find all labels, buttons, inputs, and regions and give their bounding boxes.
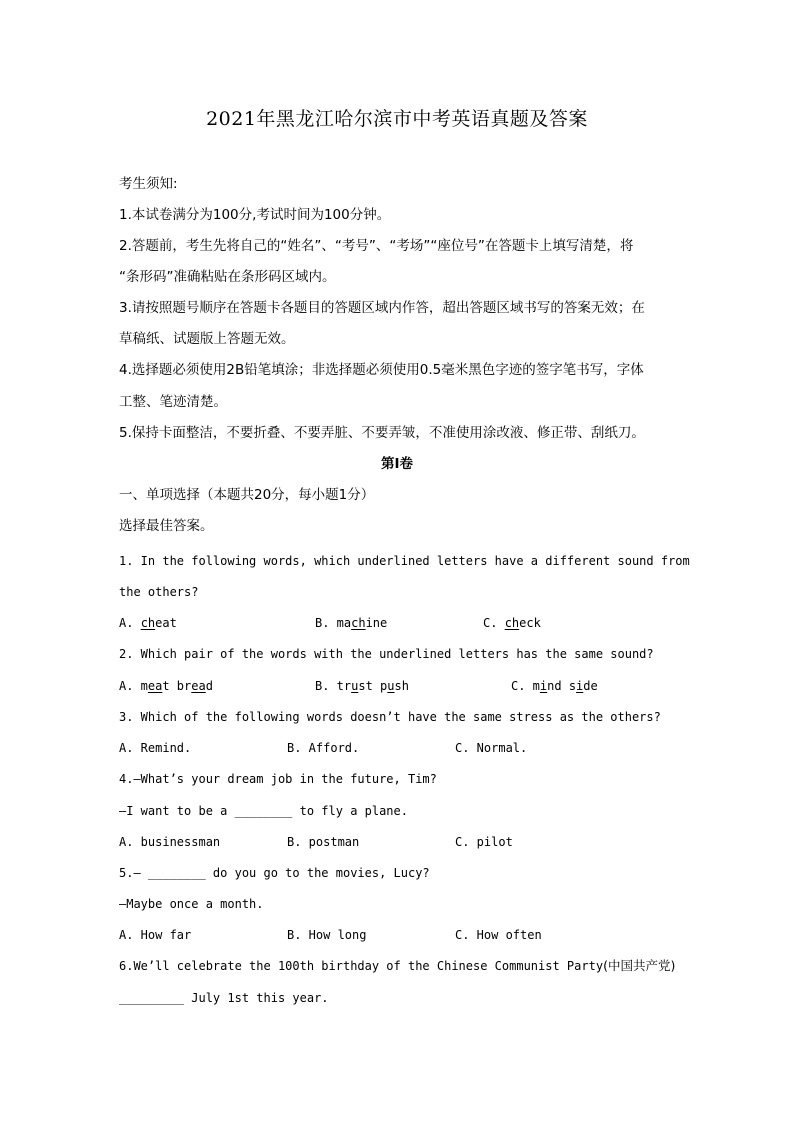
notice-item: “条形码”准确粘贴在条形码区域内。 [119, 269, 336, 285]
question-4-stem: 4.—What’s your dream job in the future, Tim? [119, 772, 437, 786]
question-5-option-b: B. How long [287, 928, 367, 942]
question-5-stem: 5.— ________ do you go to the movies, Lucy? [119, 866, 430, 880]
question-1-stem: 1. In the following words, which underlined letters have a different sound from [119, 554, 690, 568]
question-2-stem: 2. Which pair of the words with the underlined letters has the same sound? [119, 647, 654, 661]
question-1-option-c: C. check [483, 616, 541, 630]
question-4-option-a: A. businessman [119, 835, 221, 849]
question-5-stem-cont: —Maybe once a month. [119, 897, 264, 911]
question-1-stem-cont: the others? [119, 585, 199, 599]
question-1-option-a: A. cheat [119, 616, 177, 630]
notice-item: 4.选择题必须使用2B铅笔填涂；非选择题必须使用0.5毫米黑色字迹的签字笔书写，字体 [119, 362, 644, 378]
question-3-option-b: B. Afford. [287, 741, 360, 755]
document-title: 2021年黑龙江哈尔滨市中考英语真题及答案 [206, 108, 588, 130]
question-5-option-c: C. How often [455, 928, 542, 942]
notice-item: 1.本试卷满分为100分,考试时间为100分钟。 [119, 207, 391, 223]
question-3-option-c: C. Normal. [455, 741, 528, 755]
section-heading: 一、单项选择（本题共20分，每小题1分） [119, 487, 375, 503]
question-2-option-a: A. meat bread [119, 679, 213, 693]
notice-item: 工整、笔迹清楚。 [119, 394, 227, 410]
notice-item: 3.请按照题号顺序在答题卡各题目的答题区域内作答，超出答题区域书写的答案无效；在 [119, 300, 645, 316]
question-4-option-c: C. pilot [455, 835, 513, 849]
question-4-stem-cont: —I want to be a ________ to fly a plane. [119, 804, 408, 818]
notice-item: 2.答题前，考生先将自己的“姓名”、“考号”、“考场”“座位号”在答题卡上填写清楚，将 [119, 238, 634, 254]
section-instruction: 选择最佳答案。 [119, 518, 214, 534]
question-3-stem: 3. Which of the following words doesn’t have the same stress as the others? [119, 710, 661, 724]
question-3-option-a: A. Remind. [119, 741, 192, 755]
question-6-stem-cont: _________ July 1st this year. [119, 991, 329, 1005]
question-2-option-b: B. trust push [315, 679, 409, 693]
notice-item: 5.保持卡面整洁，不要折叠、不要弄脏、不要弄皱，不准使用涂改液、修正带、刮纸刀。 [119, 425, 645, 441]
notice-item: 草稿纸、试题版上答题无效。 [119, 331, 295, 347]
volume-title: 第I卷 [380, 456, 414, 472]
question-2-option-c: C. mind side [511, 679, 598, 693]
question-5-option-a: A. How far [119, 928, 192, 942]
question-1-option-b: B. machine [315, 616, 388, 630]
notice-heading: 考生须知: [119, 176, 178, 192]
question-6-stem: 6.We’ll celebrate the 100th birthday of the Chinese Communist Party(中国共产党) [119, 958, 676, 973]
question-4-option-b: B. postman [287, 835, 360, 849]
